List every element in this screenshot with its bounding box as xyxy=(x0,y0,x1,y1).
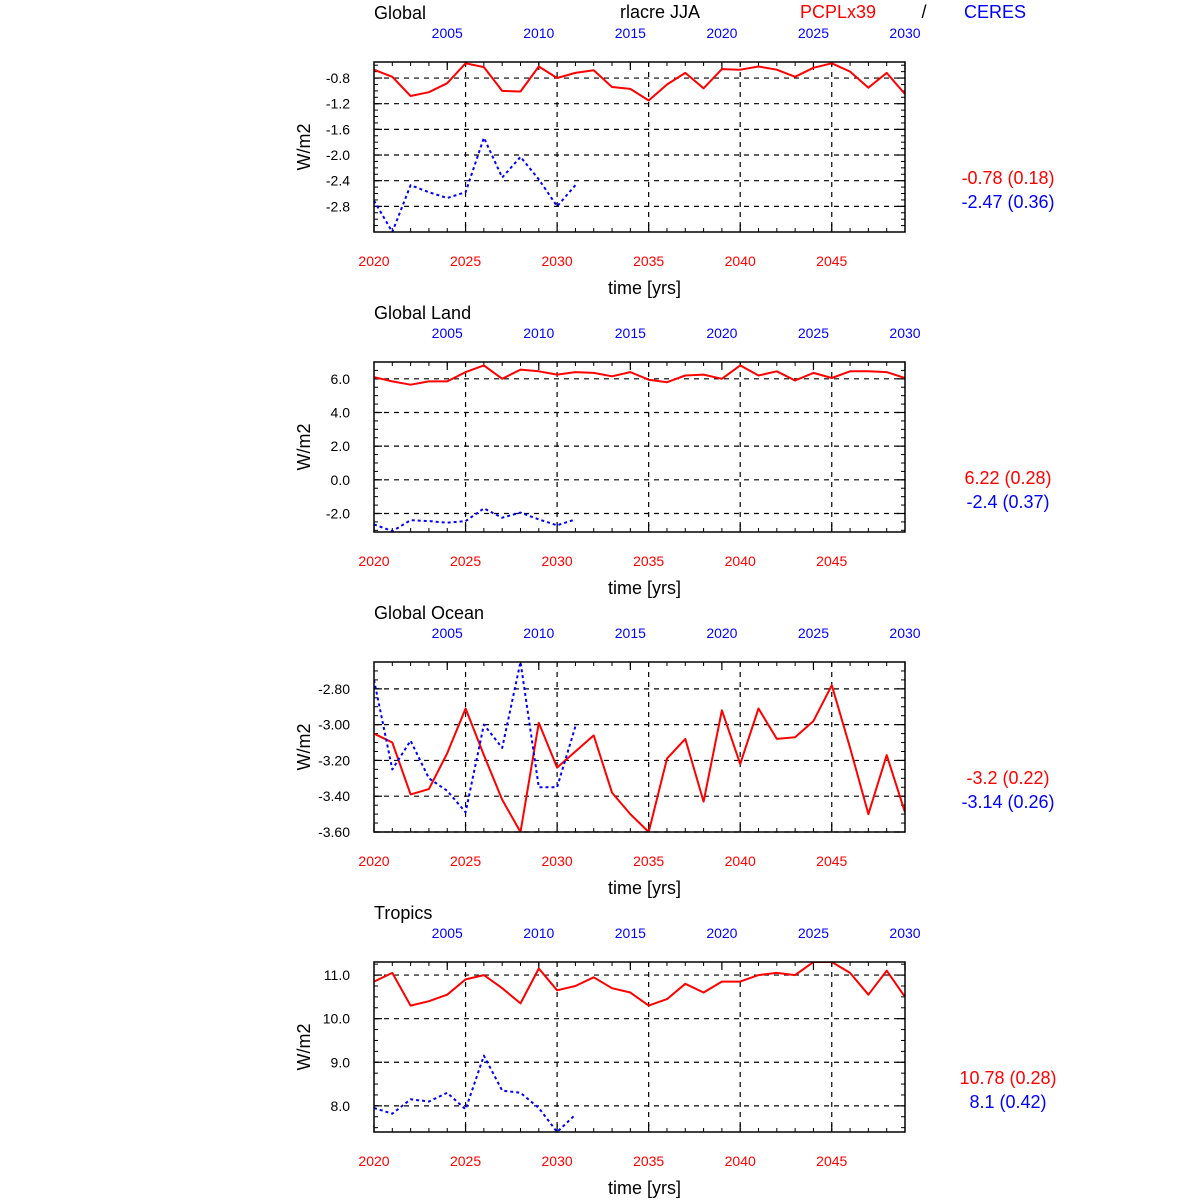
panel-2-obs-series-line xyxy=(374,508,575,531)
panel-4-y-tick-label: 9.0 xyxy=(330,1054,350,1071)
panel-1-y-tick-label: -0.8 xyxy=(325,70,350,87)
panel-4-model-series-line xyxy=(374,962,905,1006)
panel-4-x-tick-label-model: 2030 xyxy=(541,1153,573,1169)
panel-3-x-tick-label-obs: 2015 xyxy=(614,625,646,641)
panel-3-y-tick-label: -2.80 xyxy=(318,680,350,697)
panel-2-x-tick-label-obs: 2025 xyxy=(797,325,830,341)
panel-4-y-tick-label: 11.0 xyxy=(323,967,350,984)
panel-3-x-axis-label: time [yrs] xyxy=(607,878,682,898)
panel-4-x-tick-label-obs: 2030 xyxy=(889,925,921,941)
panel-1-y-tick-label: -2.4 xyxy=(325,172,350,189)
panel-1-x-tick-label-model: 2035 xyxy=(633,253,665,269)
panel-4-x-tick-label-obs: 2005 xyxy=(431,925,463,941)
panel-2-model-series-line xyxy=(374,365,905,384)
panel-2-plot-frame xyxy=(374,362,905,532)
header-variable: rlacre JJA xyxy=(619,2,701,22)
panel-4-title: Tropics xyxy=(374,903,433,923)
panel-1-obs-series-line xyxy=(374,138,575,232)
panel-2-x-tick-label-model: 2045 xyxy=(816,553,848,569)
panel-3-x-tick-label-model: 2025 xyxy=(449,853,482,869)
panel-4-x-tick-label-model: 2025 xyxy=(449,1153,482,1169)
panel-1-model-series-line xyxy=(374,63,905,100)
panel-4-x-tick-label-obs: 2025 xyxy=(797,925,830,941)
panel-3-x-tick-label-obs: 2025 xyxy=(797,625,830,641)
panel-1-x-tick-label-obs: 2030 xyxy=(889,25,921,41)
header-model-name: PCPLx39 xyxy=(799,2,877,22)
panel-2-x-tick-label-model: 2040 xyxy=(724,553,756,569)
panel-4-x-tick-label-model: 2020 xyxy=(358,1153,390,1169)
panel-1-y-tick-label: -2.0 xyxy=(325,147,350,164)
panel-4-x-tick-label-obs: 2015 xyxy=(614,925,646,941)
panel-2-x-tick-label-obs: 2030 xyxy=(889,325,921,341)
panel-2-x-tick-label-obs: 2015 xyxy=(614,325,646,341)
panel-4-x-tick-label-model: 2035 xyxy=(633,1153,665,1169)
panel-1-y-tick-label: -1.2 xyxy=(325,95,350,112)
panel-2-y-tick-label: 2.0 xyxy=(330,438,350,455)
panel-1-y-tick-label: -1.6 xyxy=(325,121,350,138)
panel-2-x-tick-label-model: 2020 xyxy=(358,553,390,569)
panel-1-x-tick-label-model: 2045 xyxy=(816,253,848,269)
panel-3-obs-stat: -3.14 (0.26) xyxy=(961,792,1055,812)
panel-1-x-tick-label-obs: 2020 xyxy=(706,25,738,41)
panel-1-x-tick-label-obs: 2025 xyxy=(797,25,830,41)
panel-2-x-tick-label-obs: 2005 xyxy=(431,325,463,341)
panel-1-x-tick-label-model: 2025 xyxy=(449,253,482,269)
panel-2-y-tick-label: 4.0 xyxy=(330,404,350,421)
panel-4-model-stat: 10.78 (0.28) xyxy=(959,1068,1057,1088)
header-obs-name: CERES xyxy=(963,2,1027,22)
panel-1-x-tick-label-model: 2020 xyxy=(358,253,390,269)
panel-2-x-tick-label-obs: 2010 xyxy=(523,325,555,341)
panel-2-x-tick-label-model: 2025 xyxy=(449,553,482,569)
panel-3-x-tick-label-model: 2045 xyxy=(816,853,848,869)
panel-3-x-tick-label-obs: 2005 xyxy=(431,625,463,641)
panel-3-x-tick-label-model: 2035 xyxy=(633,853,665,869)
panel-4-y-axis-label: W/m2 xyxy=(294,1023,314,1071)
panel-4-x-axis-label: time [yrs] xyxy=(607,1178,682,1198)
panel-1-y-tick-label: -2.8 xyxy=(325,198,350,215)
panel-4-y-tick-label: 8.0 xyxy=(330,1097,350,1114)
panel-3-plot-frame xyxy=(374,662,905,832)
panel-1-obs-stat: -2.47 (0.36) xyxy=(961,192,1055,212)
header-separator: / xyxy=(921,2,927,22)
panel-1-x-tick-label-obs: 2005 xyxy=(431,25,463,41)
panel-1-y-axis-label: W/m2 xyxy=(294,123,314,171)
panel-2-title: Global Land xyxy=(374,303,472,323)
panel-3-y-tick-label: -3.00 xyxy=(318,716,350,733)
panel-3-x-tick-label-obs: 2010 xyxy=(523,625,555,641)
panel-4-x-tick-label-obs: 2020 xyxy=(706,925,738,941)
panel-4-x-tick-label-obs: 2010 xyxy=(523,925,555,941)
panel-2-y-axis-label: W/m2 xyxy=(294,423,314,471)
panel-2-y-tick-label: 6.0 xyxy=(330,370,350,387)
panel-3-y-axis-label: W/m2 xyxy=(294,723,314,771)
panel-2-obs-stat: -2.4 (0.37) xyxy=(966,492,1050,512)
panel-3-x-tick-label-obs: 2020 xyxy=(706,625,738,641)
panel-2-y-tick-label: -2.0 xyxy=(325,505,350,522)
panel-4-x-tick-label-model: 2045 xyxy=(816,1153,848,1169)
panel-3-model-stat: -3.2 (0.22) xyxy=(966,768,1050,788)
panel-1-model-stat: -0.78 (0.18) xyxy=(961,168,1055,188)
panel-3-x-tick-label-obs: 2030 xyxy=(889,625,921,641)
panel-4-obs-stat: 8.1 (0.42) xyxy=(969,1092,1047,1112)
panel-2-model-stat: 6.22 (0.28) xyxy=(964,468,1052,488)
panel-3-y-tick-label: -3.60 xyxy=(318,824,350,840)
panel-3-x-tick-label-model: 2040 xyxy=(724,853,756,869)
panel-3-model-series-line xyxy=(374,685,905,832)
panel-4-x-tick-label-model: 2040 xyxy=(724,1153,756,1169)
panel-4-obs-series-line xyxy=(374,1056,575,1132)
panel-1-x-tick-label-model: 2040 xyxy=(724,253,756,269)
panel-2-x-axis-label: time [yrs] xyxy=(607,578,682,598)
panel-2-x-tick-label-model: 2030 xyxy=(541,553,573,569)
panel-2-y-tick-label: 0.0 xyxy=(330,471,350,488)
panel-3-x-tick-label-model: 2020 xyxy=(358,853,390,869)
panel-3-x-tick-label-model: 2030 xyxy=(541,853,573,869)
panel-3-title: Global Ocean xyxy=(374,603,485,623)
panel-1-title: Global xyxy=(374,3,427,23)
panel-2-x-tick-label-obs: 2020 xyxy=(706,325,738,341)
panel-4-y-tick-label: 10.0 xyxy=(322,1010,350,1027)
panel-1-x-tick-label-obs: 2015 xyxy=(614,25,646,41)
panel-1-x-tick-label-obs: 2010 xyxy=(523,25,555,41)
panel-1-x-tick-label-model: 2030 xyxy=(541,253,573,269)
panel-3-y-tick-label: -3.40 xyxy=(318,788,350,805)
panel-4-plot-frame xyxy=(374,962,905,1132)
panel-2-x-tick-label-model: 2035 xyxy=(633,553,665,569)
panel-1-x-axis-label: time [yrs] xyxy=(607,278,682,298)
panel-3-y-tick-label: -3.20 xyxy=(318,752,350,769)
